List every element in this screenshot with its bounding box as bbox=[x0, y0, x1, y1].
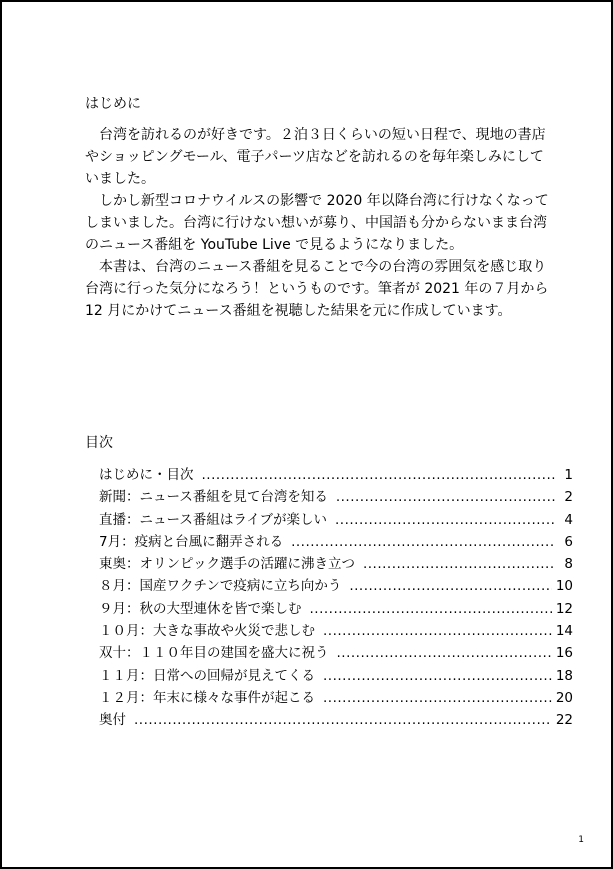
toc-entry-category: １２月 bbox=[99, 689, 140, 706]
toc-leader-dots bbox=[323, 690, 552, 706]
toc-entry-title: ：大きな事故や火災で悲しむ bbox=[139, 623, 315, 640]
toc-entry-title: ：日常への回帰が見えてくる bbox=[139, 667, 315, 684]
toc-entry-category: 新聞 bbox=[99, 489, 126, 506]
toc-entry-page: 1 bbox=[564, 467, 573, 483]
intro-line: やショッピングモール、電子パーツ店などを訪れるのを毎年楽しみにして bbox=[85, 149, 544, 165]
toc-entry[interactable] bbox=[99, 686, 573, 708]
toc-leader-dots bbox=[291, 534, 555, 550]
toc-leader-dots bbox=[323, 668, 552, 684]
toc-entry-title: ：秋の大型連休を皆で楽しむ bbox=[126, 600, 302, 617]
toc-entry-page: 14 bbox=[555, 623, 573, 640]
toc-entry[interactable] bbox=[99, 574, 573, 596]
toc-entry-page: 8 bbox=[564, 556, 573, 573]
toc-entry-category: 東奥 bbox=[99, 556, 126, 573]
toc-entry-title: ：年末に様々な事件が起こる bbox=[139, 689, 315, 706]
intro-line: 本書は、台湾のニュース番組を見ることで今の台湾の雰囲気を感じ取り bbox=[85, 259, 547, 275]
toc-entry[interactable] bbox=[99, 530, 573, 552]
toc-entry-page: 2 bbox=[564, 489, 573, 506]
toc-leader-dots bbox=[335, 512, 555, 528]
toc-entry-page: 10 bbox=[555, 578, 573, 595]
toc-entry[interactable] bbox=[99, 708, 573, 730]
toc-entry-title: ：ニュース番組はライブが楽しい bbox=[126, 511, 328, 528]
toc-leader-dots bbox=[134, 712, 552, 728]
toc-entry[interactable] bbox=[99, 485, 573, 507]
toc-entry-category: 奥付 bbox=[99, 712, 126, 729]
toc-entry[interactable] bbox=[99, 619, 573, 641]
intro-line: 12 月にかけてニュース番組を視聴した結果を元に作成しています。 bbox=[85, 303, 512, 319]
toc-entry-title: ：国産ワクチンで疫病に立ち向かう bbox=[126, 578, 342, 595]
intro-line: 台湾を訪れるのが好きです。２泊３日くらいの短い日程で、現地の書店 bbox=[85, 127, 546, 143]
toc-entry[interactable] bbox=[99, 552, 573, 574]
intro-line: いました。 bbox=[85, 171, 155, 187]
toc-entry-page: 12 bbox=[555, 600, 573, 617]
toc-entry-category: 双十 bbox=[99, 645, 126, 662]
intro-heading: はじめに bbox=[85, 96, 141, 112]
page-number: 1 bbox=[578, 835, 584, 845]
toc-entry-category: 7月 bbox=[99, 533, 122, 550]
intro-body bbox=[85, 124, 575, 322]
intro-line: しまいました。台湾に行けない想いが募り、中国語も分からないまま台湾 bbox=[85, 215, 547, 231]
toc-entry-category: ９月 bbox=[99, 600, 126, 617]
toc-entry[interactable] bbox=[99, 597, 573, 619]
toc-heading: 目次 bbox=[85, 435, 113, 451]
toc-entry-page: 4 bbox=[564, 511, 573, 528]
toc-entry-page: 18 bbox=[555, 667, 573, 684]
toc-leader-dots bbox=[349, 578, 551, 594]
toc-entry-category: 直播 bbox=[99, 511, 126, 528]
toc-leader-dots bbox=[310, 601, 552, 617]
toc-entry[interactable] bbox=[99, 463, 573, 485]
toc-entry-category: ８月 bbox=[99, 578, 126, 595]
toc-leader-dots bbox=[202, 467, 556, 483]
table-of-contents bbox=[99, 463, 573, 731]
intro-line: しかし新型コロナウイルスの影響で 2020 年以降台湾に行けなくなって bbox=[85, 193, 549, 209]
toc-entry-page: 20 bbox=[555, 689, 573, 706]
toc-entry-title: ：１１０年目の建国を盛大に祝う bbox=[126, 645, 329, 662]
intro-line: のニュース番組を YouTube Live で見るようになりました。 bbox=[85, 237, 464, 253]
intro-line: 台湾に行った気分になろう！というものです。筆者が 2021 年の７月から bbox=[85, 281, 549, 297]
toc-entry[interactable] bbox=[99, 664, 573, 686]
toc-entry-title: はじめに・目次 bbox=[99, 467, 194, 483]
toc-entry[interactable] bbox=[99, 641, 573, 663]
toc-leader-dots bbox=[363, 556, 555, 572]
toc-entry-category: １０月 bbox=[99, 623, 140, 640]
toc-entry[interactable] bbox=[99, 508, 573, 530]
toc-entry-title: ：ニュース番組を見て台湾を知る bbox=[126, 489, 328, 506]
toc-entry-page: 22 bbox=[555, 712, 573, 729]
toc-leader-dots bbox=[323, 623, 552, 639]
toc-entry-title: ：オリンピック選手の活躍に沸き立つ bbox=[126, 556, 355, 573]
toc-entry-page: 6 bbox=[564, 533, 573, 550]
toc-entry-page: 16 bbox=[555, 645, 573, 662]
toc-entry-category: １１月 bbox=[99, 667, 140, 684]
toc-leader-dots bbox=[336, 489, 555, 505]
toc-leader-dots bbox=[337, 645, 552, 661]
toc-entry-title: ：疫病と台風に翻弄される bbox=[121, 533, 284, 550]
